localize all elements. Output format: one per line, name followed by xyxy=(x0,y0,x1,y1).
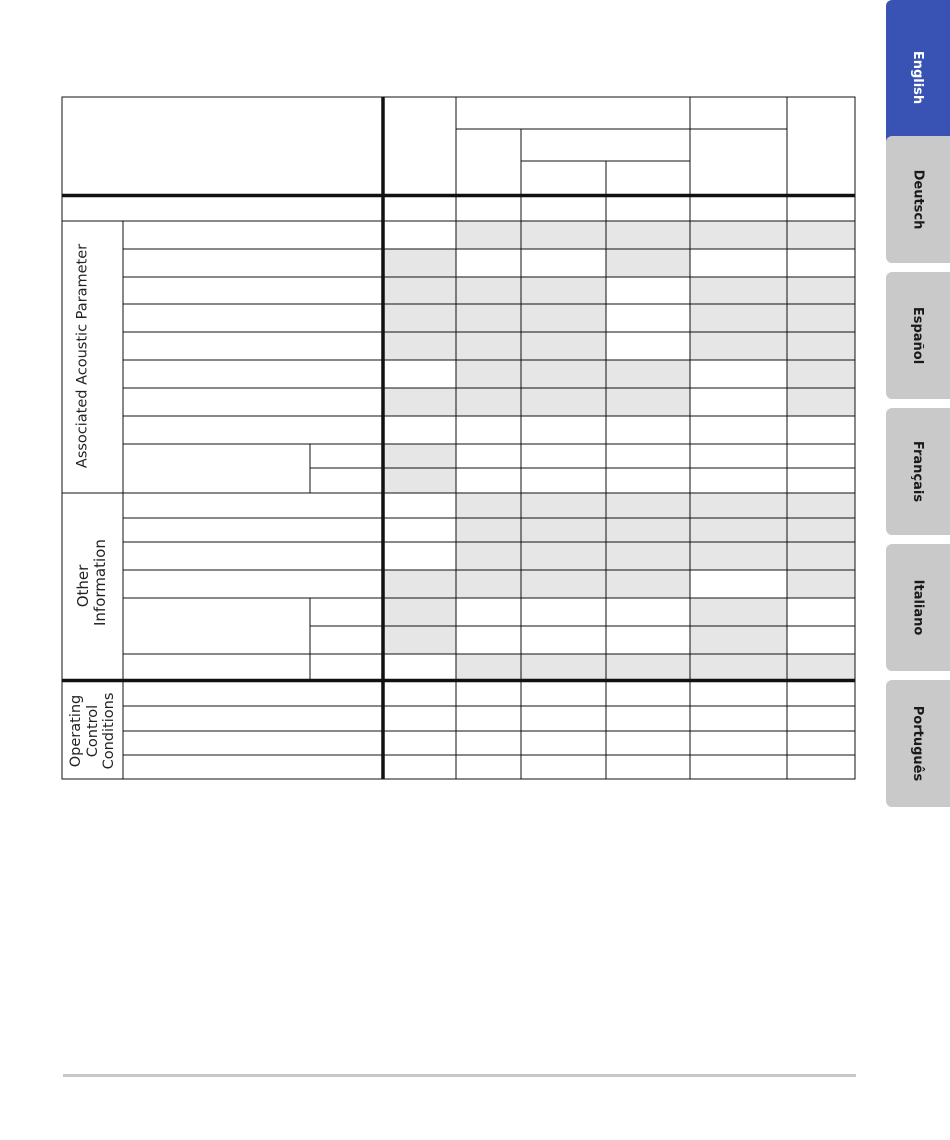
group-label-associated-acoustic: Associated Acoustic Parameter xyxy=(74,243,91,469)
shaded-cell xyxy=(456,332,521,360)
shaded-cell xyxy=(383,598,456,626)
shaded-cell xyxy=(383,277,456,304)
shaded-cell xyxy=(521,388,606,416)
group-label-other-information: Other Information xyxy=(73,539,109,626)
shaded-cell xyxy=(787,654,855,681)
shaded-cell xyxy=(383,468,456,493)
shaded-cell xyxy=(383,388,456,416)
shaded-cell xyxy=(690,518,787,542)
shaded-cell xyxy=(383,570,456,598)
shaded-cell xyxy=(606,493,690,518)
shaded-cell xyxy=(606,360,690,388)
footer-rule xyxy=(63,1074,856,1077)
shaded-cell xyxy=(456,304,521,332)
tab-label: Deutsch xyxy=(910,169,926,230)
tab-label: Português xyxy=(910,705,926,782)
shaded-cell xyxy=(383,332,456,360)
shaded-cell xyxy=(521,332,606,360)
tab-label: Italiano xyxy=(910,579,926,636)
shaded-cell xyxy=(606,388,690,416)
shaded-cell xyxy=(383,626,456,654)
shaded-cell xyxy=(690,598,787,626)
shaded-cell xyxy=(383,304,456,332)
shaded-cell xyxy=(690,542,787,570)
shaded-cell xyxy=(606,570,690,598)
shaded-cell xyxy=(383,249,456,277)
shaded-cell xyxy=(606,518,690,542)
group-label-operating-control: Operating Control Conditions xyxy=(67,692,118,770)
shaded-cell xyxy=(787,570,855,598)
tab-label: English xyxy=(910,50,926,104)
shaded-cell xyxy=(456,221,521,249)
shaded-cell xyxy=(787,542,855,570)
shaded-cell xyxy=(787,360,855,388)
shaded-cell xyxy=(787,332,855,360)
shaded-cell xyxy=(690,654,787,681)
shaded-cell xyxy=(521,493,606,518)
tab-label: Español xyxy=(910,306,926,365)
shaded-cell xyxy=(456,360,521,388)
shaded-cell xyxy=(606,542,690,570)
shaded-cell xyxy=(787,388,855,416)
tab-label: Français xyxy=(910,440,926,503)
shaded-cell xyxy=(521,518,606,542)
shaded-cell xyxy=(521,221,606,249)
shaded-cell xyxy=(787,304,855,332)
shaded-cell xyxy=(690,277,787,304)
shaded-cell xyxy=(383,444,456,468)
shaded-cell xyxy=(456,277,521,304)
shaded-cell xyxy=(521,360,606,388)
shaded-cell xyxy=(606,654,690,681)
shaded-cell xyxy=(456,493,521,518)
shaded-cell xyxy=(690,221,787,249)
shaded-cell xyxy=(521,304,606,332)
shaded-cell xyxy=(606,249,690,277)
shaded-cell xyxy=(690,304,787,332)
shaded-cell xyxy=(521,654,606,681)
shaded-cell xyxy=(787,277,855,304)
shaded-cell xyxy=(456,388,521,416)
shaded-cell xyxy=(690,626,787,654)
shaded-cell xyxy=(521,542,606,570)
shaded-cell xyxy=(787,518,855,542)
shaded-cell xyxy=(521,277,606,304)
shaded-cell xyxy=(606,221,690,249)
shaded-cell xyxy=(787,221,855,249)
shaded-cell xyxy=(456,654,521,681)
shaded-cell xyxy=(521,570,606,598)
shaded-cell xyxy=(787,493,855,518)
shaded-cell xyxy=(690,332,787,360)
shaded-cell xyxy=(456,518,521,542)
shaded-cell xyxy=(456,570,521,598)
shaded-cell xyxy=(456,542,521,570)
shaded-cell xyxy=(690,493,787,518)
